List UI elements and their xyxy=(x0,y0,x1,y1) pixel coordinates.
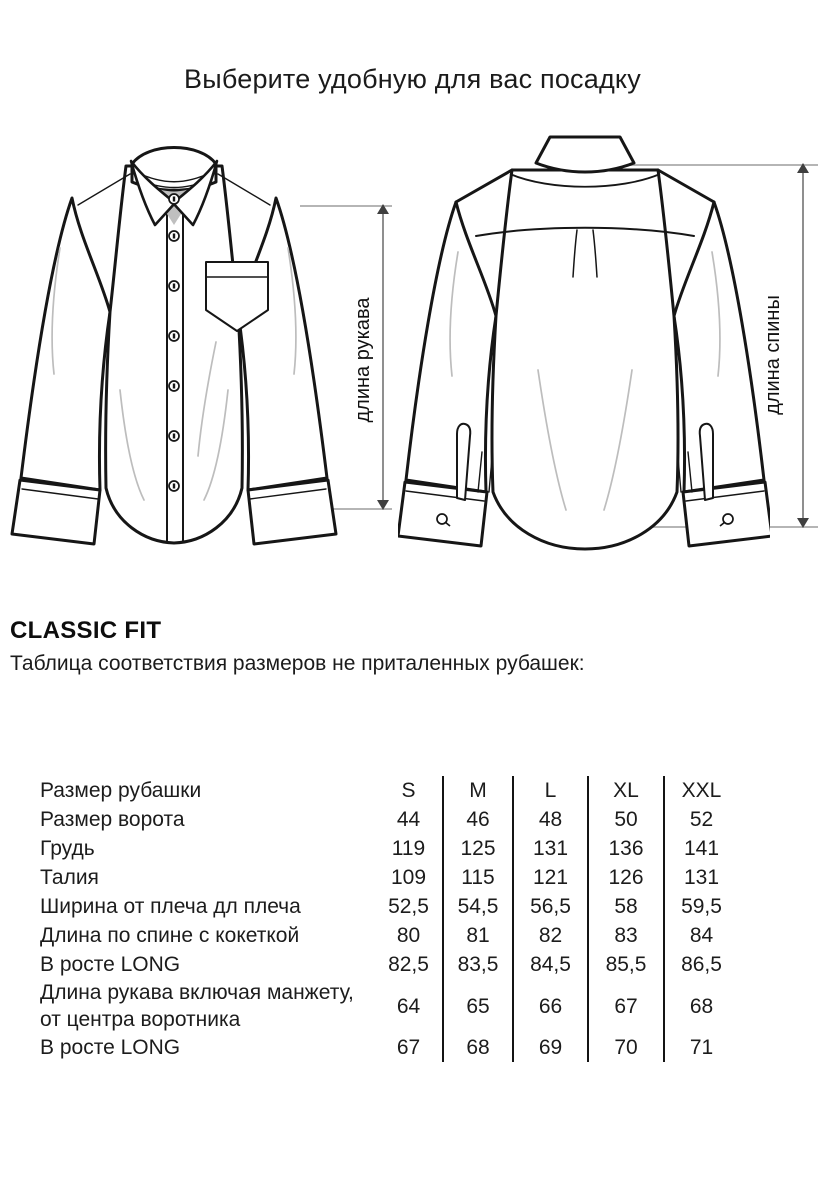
size-value-cell: 83 xyxy=(588,921,664,950)
size-value-cell: 67 xyxy=(396,1036,421,1059)
size-value-cell: 115 xyxy=(443,863,513,892)
shirt-front-illustration xyxy=(8,128,340,552)
size-value-cell: 82,5 xyxy=(388,953,429,976)
row-label: В росте LONG xyxy=(40,953,181,976)
size-value-cell: 68 xyxy=(443,1033,513,1062)
row-label: Длина рукава включая манжету, от центра воротника xyxy=(40,981,354,1031)
size-value-cell: 85,5 xyxy=(588,950,664,979)
table-row xyxy=(40,979,738,1033)
size-header-label: Размер рубашки xyxy=(40,779,202,802)
arrow-down-icon xyxy=(797,518,809,528)
size-value-cell: 52 xyxy=(664,805,738,834)
size-value-cell: 80 xyxy=(396,924,421,947)
back-length-measure-line xyxy=(802,165,804,526)
size-value-cell: 126 xyxy=(588,863,664,892)
table-row xyxy=(40,834,738,863)
size-value-cell: 46 xyxy=(443,805,513,834)
size-value-cell: 56,5 xyxy=(513,892,588,921)
size-value-cell: 58 xyxy=(588,892,664,921)
row-label: Ширина от плеча дл плеча xyxy=(40,895,301,918)
table-header-row xyxy=(40,776,738,805)
size-value-cell: 84,5 xyxy=(513,950,588,979)
table-row xyxy=(40,892,738,921)
size-value-cell: 83,5 xyxy=(443,950,513,979)
arrow-down-icon xyxy=(377,500,389,510)
size-value-cell: 84 xyxy=(664,921,738,950)
size-value-cell: 86,5 xyxy=(664,950,738,979)
size-value-cell: 70 xyxy=(588,1033,664,1062)
size-value-cell: 66 xyxy=(513,979,588,1033)
size-value-cell: 48 xyxy=(513,805,588,834)
size-value-cell: 64 xyxy=(396,994,421,1018)
classic-fit-heading: CLASSIC FIT xyxy=(10,617,162,644)
table-row xyxy=(40,921,738,950)
sleeve-length-label: длина рукава xyxy=(352,297,374,423)
size-value-cell: 131 xyxy=(664,863,738,892)
arrow-up-icon xyxy=(797,163,809,173)
row-label: Размер ворота xyxy=(40,808,185,831)
size-column-header: XXL xyxy=(664,776,738,805)
size-value-cell: 44 xyxy=(396,808,421,831)
size-table-wrap xyxy=(40,776,738,1062)
size-value-cell: 52,5 xyxy=(388,895,429,918)
size-value-cell: 69 xyxy=(513,1033,588,1062)
back-length-label: длина спины xyxy=(762,295,784,415)
size-value-cell: 119 xyxy=(391,837,426,860)
size-column-header: M xyxy=(443,776,513,805)
sleeve-length-measure-line xyxy=(382,206,384,508)
table-row xyxy=(40,805,738,834)
row-label: Талия xyxy=(40,866,99,889)
row-label: Грудь xyxy=(40,837,95,860)
table-row xyxy=(40,950,738,979)
row-label: Длина по спине с кокеткой xyxy=(40,924,300,947)
size-value-cell: 141 xyxy=(664,834,738,863)
size-value-cell: 136 xyxy=(588,834,664,863)
size-column-header: XL xyxy=(588,776,664,805)
table-row xyxy=(40,1033,738,1062)
size-column-header: S xyxy=(401,779,416,802)
size-value-cell: 121 xyxy=(513,863,588,892)
shirt-back-illustration xyxy=(398,130,770,554)
size-value-cell: 67 xyxy=(588,979,664,1033)
size-table xyxy=(40,776,738,1062)
size-value-cell: 131 xyxy=(513,834,588,863)
size-value-cell: 82 xyxy=(513,921,588,950)
row-label: В росте LONG xyxy=(40,1036,181,1059)
page-title: Выберите удобную для вас посадку xyxy=(184,64,641,95)
size-value-cell: 109 xyxy=(390,866,427,889)
table-row xyxy=(40,863,738,892)
size-value-cell: 71 xyxy=(664,1033,738,1062)
size-column-header: L xyxy=(513,776,588,805)
arrow-up-icon xyxy=(377,204,389,214)
table-subtitle: Таблица соответствия размеров не приталенных рубашек: xyxy=(10,652,585,675)
size-value-cell: 59,5 xyxy=(664,892,738,921)
size-value-cell: 54,5 xyxy=(443,892,513,921)
size-value-cell: 68 xyxy=(664,979,738,1033)
size-value-cell: 81 xyxy=(443,921,513,950)
size-value-cell: 50 xyxy=(588,805,664,834)
size-value-cell: 125 xyxy=(443,834,513,863)
size-value-cell: 65 xyxy=(443,979,513,1033)
